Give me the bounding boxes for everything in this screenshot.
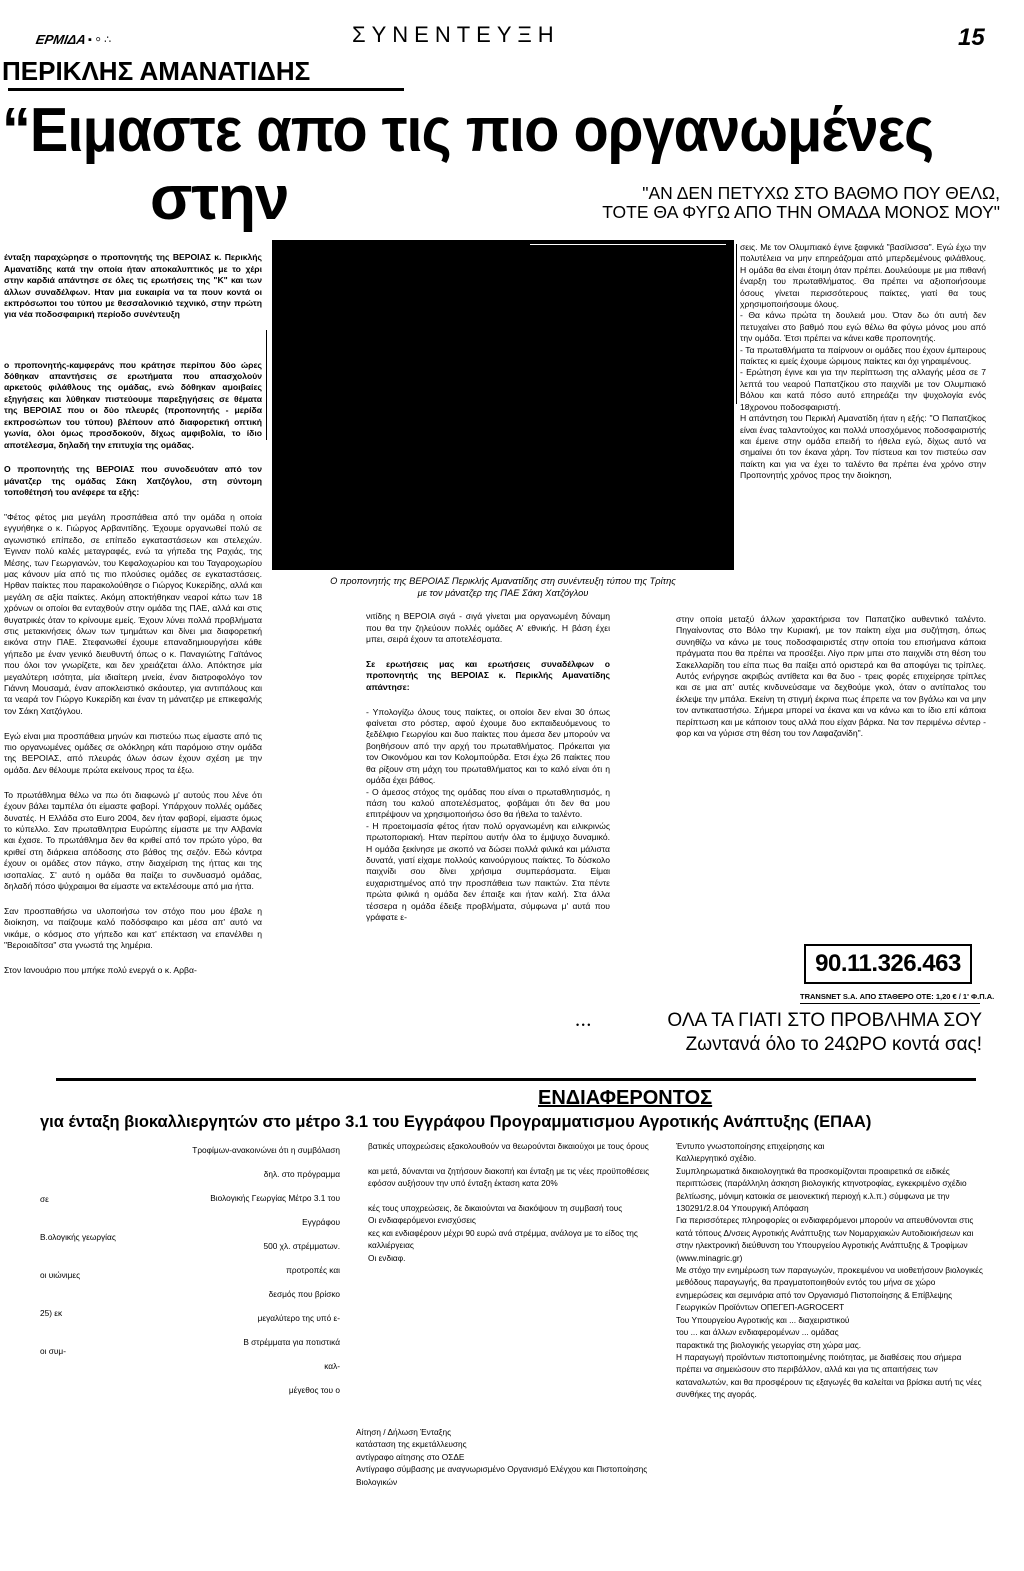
dots-mark: • • • bbox=[576, 1020, 591, 1030]
article-para3: Ο προπονητής της ΒΕΡΟΙΑΣ που συνοδευόταν από τον μάνατζερ της ομάδας Σάκη Χατζόγλου, στη σύντομη τοποθέτησή του ανέφερε τα εξής: bbox=[4, 464, 262, 498]
hotline-number: 90.11.326.463 bbox=[815, 950, 961, 977]
article-right-column: σεις. Με τον Ολυμπιακό έγινε ξαφνικά "βασίλισσα". Εγώ έχω την πολυτέλεια να μην επηρεάζομαι από μπερδεμένους φιλάθλους. Η ομάδα θα είναι έτοιμη όταν πρέπει. Δουλεύουμε με μια πιθανή έναρξη του πρωταθλήματος. Θα πρέπει να αξιοποιήσουμε όσους γίνεται περισσότερους παίκτες, γιατί θα τους χρησιμοποιήσουμε όλους. - Θα κάνω πρώτα τη δουλειά μου. Όταν δω ότι αυτή δεν πετυχαίνει στο βαθμό που εγώ θέλω θα φύγω μόνος μου από την ομάδα. Έτσι πρέπει να κάνει καθε προπονητής. - Τα πρωταθλήματα τα παίρνουν οι ομάδες που έχουν έμπειρους παίκτες κι εμείς έχουμε ώριμους παίκτες και όχι γηραιμένους. - Ερώτηση έγινε και για την περίπτωση της αλλαγής μέσα σε 7 λεπτά του νεαρού Παπατζίκου στο παιχνίδι με τον Ολυμπιακό Βόλου και κατά πόσο αυτό επηρεάζει την ψυχολογία ενός 18χρονου ποδοσφαιριστή. Η απάντηση του Περικλή Αμανατίδη ήταν η εξής: "Ο Παπατζίκος είναι ένας ταλαντούχος και πολλά υποσχόμενος ποδοσφαιριστής και έμεινε στην ομάδα επειδή το ήθελα εγώ, δίχως αυτό να σημαίνει ότι τον έκανα χάρη. Τον πίστευα και τον πιστεύω σαν παίκτη και για να έχει το ταλέντο θα πρέπει ένα χρόνο στην Προπονητής χρόνος προς την διοίκηση, bbox=[740, 242, 986, 481]
headline-line2: στην bbox=[150, 164, 289, 233]
name-underline bbox=[8, 88, 404, 91]
hotline-number-box bbox=[804, 944, 972, 984]
article-mid-column bbox=[366, 600, 610, 922]
right-column-rule bbox=[736, 244, 737, 404]
notice-left-column: Τροφίμων-ανακοινώνει ότι η συμβόλαση δηλ. στο πρόγραμμα Βιολογικής Γεωργίας Μέτρο 3.1 του Εγγράφου 500 χλ. στρέμματων. προτροπές και δεσμός που βρίσκο μεγαλύτερο της υπό ε- Β στρέμματα για ποτιστικά καλ- μέγεθος του ο bbox=[192, 1145, 340, 1395]
article-right-lower-column: στην οποία μεταξύ άλλων χαρακτήρισα τον Παπατζίκο αυθεντικό ταλέντο. Πηγαίνοντας στο Βόλο την Κυριακή, με τον παίκτη είχα μια συζήτηση, όπως συνηθίζω να κάνω με τους ποδοσφαιριστές στην οποία του επισήμανα κάποια πράγματα που θα πρέπει να προσέξει. Λίγο πριν μπει στο παιχνίδι στη θέση του Σακελλαρίδη του είπα πως θα παίξει από οριστερά και θα αποφύγει τις τρίπλες. Αυτός ενήργησε ακριβώς αντίθετα και θα δυο - τρεις φορές επιχείρησε τρίπλες και σε μια απ' αυτές κινδυνεύσαμε να δεχθούμε γκολ, όταν ο αντίπαλος του έκλεψε την μπάλα. Εκείνη τη στιγμή έκρινα πως έπρεπε να τον βγάλω και να μην τον αντικαταστήσω. Σήμερα μπορεί να έκανα και να κάνω και το ίδιο επί κάποια περίπτωση και με κάποιον τους αλλά που είχαν βάρκα. Να τον περιμένω σέντερ - φορ και να γύρισε στη θέση του τον Λαφαζανίδη". bbox=[676, 614, 986, 739]
scribble-mark: ▪ ⸰ ∴ bbox=[88, 34, 112, 46]
article-para4: "Φέτος φέτος μια μεγάλη προσπάθεια από την ομάδα η οποία εγγυήθηκε ο κ. Γιώργος Αρβανιτίδης. Έχουμε οργανωθεί πολύ σε αγωνιστικό επίπεδο, σε επίπεδο εγκαταστάσεων και στελεχών. Έγιναν πολύ καλές μεταγραφές, ενώ τα γήπεδα της Ραχιάς, της Μέσης, των Γεωργιανών, του Κεφαλοχωρίου και του Ταγαροχωρίου μας κάνουν μία από τις πιο πλούσιες ομάδες σε εγκαταστάσεις. Ηρθαν παίκτες που παρακολούθησε ο Γιώργος Κυκερίδης, αλλά και μεγάλη σε αξία παίκτες. Ακόμη αποκτήθηκαν νεαροί κάτω των 18 χρόνων οι οποίοι θα ενταχθούν στην ομάδα της ΠΑΕ, αλλά και στις θυγατρικές όταν το κρίνουμε εμείς. Έχουν λύνει πολλά προβλήματα στις μετακινήσεις όλων των τμημάτων και δίνει μια διαφορετική εικόνα στην ΠΑΕ. Στεφανωθεί έχουμε επαναδημιουργήσει κάθε γήπεδο με έναν γενικό διευθυντή όπως ο κ. Παναγιώτης Γαϊτάνος που όλοι τον γνωρίζετε, και δεν χρειάζεται άλλο. Απόκτησε μία μεγαλύτερη ισότητα, μία ιδιαίτερη μνεία, έναν διατροφολόγο τον Γιάννη Μουσαμά, έναν αποκλειστικό σκάουτερ, για αντιπάλους και τα νεαρά τον Γιώργο Κυκερίδη και έναν τη μάνατζερ με επικεφαλής τον Σάκη Χατζόγλου. bbox=[4, 511, 262, 716]
headline-quote: "ΑΝ ΔΕΝ ΠΕΤΥΧΩ ΣΤΟ ΒΑΘΜΟ ΠΟΥ ΘΕΛΩ, ΤΟΤΕ ΘΑ ΦΥΓΩ ΑΠΟ ΤΗΝ ΟΜΑΔΑ ΜΟΝΟΣ ΜΟΥ" bbox=[602, 183, 1000, 222]
headline-line1: “Ειμαστε απο τις πιο οργανωμένες bbox=[2, 96, 934, 165]
notice-headline: για ένταξη βιοκαλλιεργητών στο μέτρο 3.1 του Εγγράφου Προγραμματισμου Αγροτικής Ανάπτυξης (ΕΠΑΑ) bbox=[40, 1113, 872, 1131]
section-label: ΣΥΝΕΝΤΕΥΞΗ bbox=[352, 22, 560, 47]
article-para5: Εγώ είναι μια προσπάθεια μηνών και πιστεύω πως είμαστε από τις πιο οργανωμένες ομάδες σε ολόκληρη κάτι παρόμοιο στην ομάδα της ΒΕΡΟΙΑΣ, από πλευράς όλων όσων έχουν σχέση με την ομάδα. Δεν θέλουμε πρώτα εκείνους προς τα έξω. bbox=[4, 730, 262, 775]
photo-caption: Ο προπονητής της ΒΕΡΟΙΑΣ Περικλής Αμανατίδης στη συνέντευξη τύπου της Τρίτης με τον μάνατζερ της ΠΑΕ Σάκη Χατζόγλου bbox=[330, 576, 676, 598]
notice-top-rule bbox=[56, 1078, 976, 1081]
hotline-line1: ΟΛΑ ΤΑ ΓΙΑΤΙ ΣΤΟ ΠΡΟΒΛΗΜΑ ΣΟΥ bbox=[667, 1010, 982, 1031]
article-mid-question: Σε ερωτήσεις μας και ερωτήσεις συναδέλφων ο προπονητής της ΒΕΡΟΙΑΣ κ. Περικλής Αμανατίδης απάντησε: bbox=[366, 659, 610, 692]
notice-mid-column: βατικές υποχρεώσεις εξακολουθούν να θεωρούνται δικαιούχοι με τους όρους και μετά, δύνανται να ζητήσουν διακοπή και ένταξη με τις νέες προϋποθέσεις εφόσον αυξήσουν την υπό ένταξη έκταση κατα 20% κές τους υποχρεώσεις, δε δικαιούνται να διακόψουν τη συμβασή τους Οι ενδιαφερόμενοι ενισχύσεις κες και ενδιαφέρουν μέχρι 90 ευρώ ανά στρέμμα, ανάλογα με το είδος της καλλιέργειας Οι ενδιαφ. bbox=[368, 1141, 650, 1263]
hotline-rule bbox=[800, 1003, 980, 1004]
left-column-rule bbox=[266, 330, 267, 440]
notice-left-margin: σε Β.ολογικής γεωργίας οι υιώνιμες 25) εκ οι συμ- bbox=[40, 1194, 116, 1356]
interview-photo bbox=[272, 240, 734, 570]
notice-title: ΕΝΔΙΑΦΕΡΟΝΤΟΣ bbox=[538, 1087, 713, 1109]
article-para6: Το πρωτάθλημα θέλω να πω ότι διαφωνώ μ' αυτούς που λένε ότι έχουν βάλει ταμπέλα ότι είμαστε φαβορί. Υπάρχουν πολλές ομάδες δυνατές. Η Ελλάδα στο Euro 2004, δεν ήταν φαβορί, είμαστε όμως το κύπελλο. Σαν πρωταθλητρια Ευρώπης είμαστε με την Αλβανία και έχασε. Το πρωτάθλημα δεν θα κριθεί από τον πρώτο γύρο, θα κριθεί στη διάρκεια απόδοσης στο βάθος της σεζόν. Εδώ κόντρα έχουν οι ομάδες στον πάγκο, στην διαχείριση της ήττας και της ισοπαλίας. Σ' αυτό η ομάδα θα παίζει το συνδυασμό ομάδας, δηλαδή πόσο ψύχραιμοι θα είμαστε να εκτελέσουμε από μια ήττα. bbox=[4, 789, 262, 891]
article-para7: Σαν προσπαθήσω να υλοποιήσω τον στόχο που μου έβαλε η διοίκηση, να παίζουμε καλό ποδόσφαιρο και μέσα απ' αυτό να νικάμε, ο κόσμος στο γήπεδο και κατ' επέκταση να επανέλθει η "Βεροιαδίτσα" στα γνωστά της λημέρια. bbox=[4, 905, 262, 950]
article-mid-text: νιτίδης η ΒΕΡΟΙΑ σιγά - σιγά γίνεται μια οργανωμένη δύναμη που θα την ζηλεύουν πολλές ομάδες Α' εθνικής. Η βάση έχει μπει, σειρά έχουν τα αποτελέσματα. bbox=[366, 611, 610, 645]
article-left-column bbox=[4, 241, 262, 1011]
photo-rule-top bbox=[530, 244, 726, 245]
paper-name: ΕΡΜΙΔΑ bbox=[34, 32, 88, 47]
interviewee-name: ΠΕΡΙΚΛΗΣ ΑΜΑΝΑΤΙΔΗΣ bbox=[2, 56, 311, 86]
article-intro: ένταξη παραχώρησε ο προπονητής της ΒΕΡΟΙΑΣ κ. Περικλής Αμανατίδης κατά την οποία ήταν αποκαλυπτικός με το χέρι στην καρδιά απάντησε σε όλες τις ερωτήσεις της "Κ" και των άλλων συναδέλφων. Ηταν μια ευκαιρία να τα πουν κοντά οι εκπρόσωποι του τύπου με θεσσαλονικιό τεχνικό, στην πρώτη για νέα ποδοσφαιρική περίοδο συνέντευξη bbox=[4, 252, 262, 320]
hotline-line2: Ζωντανά όλο το 24ΩΡΟ κοντά σας! bbox=[685, 1034, 982, 1055]
article-mid-text2: - Υπολογίζω όλους τους παίκτες, οι οποίοι δεν είναι 30 όπως φαίνεται στο ρόστερ, αφού έχουμε δυο εκπαιδευόμενους το ξεδέλφιο Γεωργίου και δυο παίκτες που άμεσα δεν μπορούν να βοηθήσουν από την αρχή του πρωταθλήματος. Πρόκειται για τον Οικονόμου και τον Κολομπούρδα. Ετσι έχω 26 παίκτες που θα ρίξουν στη μάχη του πρωταθλήματος και το καλό είναι ότι η ομάδα έχει βάθος. - Ο άμεσος στόχος της ομάδας που είναι ο πρωταθλητισμός, η πάση του καλού αποτελέσματος, φοβάμαι ότι δεν θα μου επιτρέψουν να χρησιμοποιήσω όσο θα ήθελα το ταλέντο. - Η προετοιμασία φέτος ήταν πολύ οργανωμένη και ειλικρινώς πρωτοποριακή. Ηταν περίπου αυτήν όλα το έμψυχο δυναμικό. Η ομάδα ξεκίνησε με σκοπό να δώσει πολλά φιλικά και μάλιστα δυνατά, γιατί είχαμε πολλούς καινούργιους παίκτες. Το δύσκολο παιχνίδι σου δίνει χρήσιμα συμπεράσματα. Είμαι ευχαριστημένος από την προσπάθεια των παικτών. Στα πέντε πρώτα φιλικά η ομάδα δεν έπαιξε και ήταν καλή. Στα άλλα τέσσερα η ομάδα έδειξε προβλήματα, σύμφωνα μ' αυτά που γράφατε ε- bbox=[366, 706, 610, 922]
article-para8: Στον Ιανουάριο που μπήκε πολύ ενεργά ο κ. Αρβα- bbox=[4, 964, 197, 975]
page-number: 15 bbox=[958, 24, 985, 51]
hotline-small-print: TRANSNET S.A. ΑΠΟ ΣΤΑΘΕΡΟ ΟΤΕ: 1,20 € / 1' Φ.Π.Α. bbox=[800, 992, 995, 1001]
notice-right-column: Έντυπο γνωστοποίησης επιχείρησης και Καλλιεργητικό σχέδιο. Συμπληρωματικά δικαιολογητικά θα προσκομίζονται προαιρετικά σε ειδικές περιπτώσεις (παράλληλη άσκηση βιολογικής κτηνοτροφίας, εγκεκριμένο σχέδιο βελτίωσης, μόνιμη κατοικία σε μειονεκτική περιοχή κ.λ.π.) σύμφωνα με την 130291/2.8.04 Υπουργική Απόφαση Για περισσότερες πληροφορίες οι ενδιαφερόμενοι μπορούν να απευθύνονται στις κατά τόπους Δ/νσεις Αγροτικής Ανάπτυξης των Νομαρχιακών Αυτοδιοικήσεων και στην ηλεκτρονική διεύθυνση του Υπουργείου Αγροτικής Ανάπτυξης & Τροφίμων (www.minagric.gr) Με στόχο την ενημέρωση των παραγωγών, προκειμένου να υιοθετήσουν βιολογικές μεθόδους παραγωγής, θα πραγματοποιηθούν εντός του μήνα σε χώρο ενημερώσεις και σεμινάρια από τον Οργανισμό Πιστοποίησης & Επίβλεψης Γεωργικών Προϊόντων ΟΠΕΓΕΠ-AGROCERT Του Υπουργείου Αγροτικής και ... διαχειριστικού του ... και άλλων ενδιαφερομένων ... ομάδας παρακτικά της βιολογικής γεωργίας στη χώρα μας. Η παραγωγή προϊόντων πιστοποιημένης ποιότητας, με διαθέσεις που σήμερα πρέπει να σημειώσουν στο περιβάλλον, αλλά και για τις απαιτήσεις των καταναλωτών, και θα προσφέρουν τις εξαγωγές θα καλείται να βρίσκει αυτή τις νέες συνθήκες της αγοράς. bbox=[676, 1141, 983, 1400]
notice-mid-column2: Αίτηση / Δήλωση Ένταξης κατάσταση της εκμετάλλευσης αντίγραφο αίτησης στο ΟΣΔΕ Αντίγραφο σύμβασης με αναγνωρισμένο Οργανισμό Ελέγχου και Πιστοποίησης Βιολογικών bbox=[356, 1427, 648, 1487]
article-para2: ο προπονητής-καμφεράνς που κράτησε περίπου δύο ώρες δόθηκαν απαντήσεις σε ερωτήματα που απασχολούν αρκετούς φιλάθλους της ομάδας, ενώ δόθηκαν αμοιβαίες εξηγήσεις και λύθηκαν πιστεύουμε παρεξηγήσεις σε θέματα της ΒΕΡΟΙΑΣ που οι δύο πλευρές (προπονητής - μερίδα εκπροσώπων του τύπου) βλέπουν από διαφορετική οπτική γωνία, όλοι όμως προσδοκούν, δίχως αμφιβολία, το ίδιο αποτέλεσμα, δηλαδή την επιτυχία της ομάδας. bbox=[4, 359, 262, 450]
